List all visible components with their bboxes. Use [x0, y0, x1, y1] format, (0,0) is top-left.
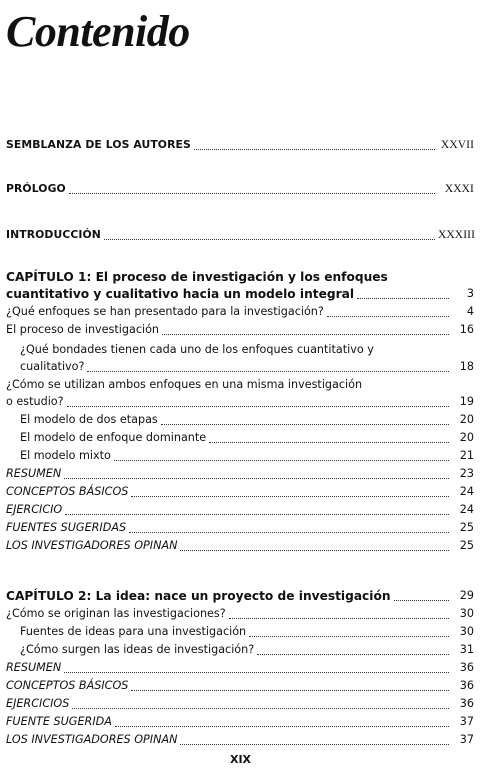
- toc-entry-label: ¿Cómo se originan las investigaciones?: [6, 607, 226, 620]
- leader-dots: [249, 636, 449, 637]
- toc-entry-page: 25: [459, 539, 474, 552]
- toc-entry[interactable]: [20, 358, 474, 376]
- toc-entry-page: 30: [459, 607, 474, 620]
- toc-entry-page: 18: [459, 360, 474, 373]
- leader-dots: [65, 514, 449, 515]
- leader-dots: [104, 239, 435, 240]
- toc-entry-label: RESUMEN: [6, 661, 62, 674]
- page-title: Contenido: [6, 7, 190, 56]
- toc-entry-label: LOS INVESTIGADORES OPINAN: [6, 733, 178, 746]
- toc-entry-page: 21: [459, 449, 474, 462]
- toc-entry-page: 31: [459, 643, 474, 656]
- toc-entry-label-line1[interactable]: ¿Cómo se utilizan ambos enfoques en una misma investigación: [6, 378, 363, 391]
- chapter-page: 3: [466, 287, 474, 300]
- toc-entry-page: XXXIII: [438, 229, 476, 241]
- toc-entry-label: INTRODUCCIÓN: [6, 228, 101, 241]
- toc-entry-label: Fuentes de ideas para una investigación: [20, 625, 247, 638]
- leader-dots: [394, 600, 450, 601]
- leader-dots: [114, 460, 449, 461]
- toc-entry-page: 24: [459, 503, 474, 516]
- leader-dots: [115, 726, 449, 727]
- toc-entry-page: 24: [459, 485, 474, 498]
- chapter-1-heading[interactable]: CAPÍTULO 1: El proceso de investigación y los enfoques: [6, 270, 388, 284]
- chapter-title: cuantitativo y cualitativo hacia un modelo integral: [6, 287, 355, 301]
- chapter-title: CAPÍTULO 2: La idea: nace un proyecto de investigación: [6, 589, 391, 603]
- toc-entry[interactable]: [6, 483, 474, 501]
- leader-dots: [180, 550, 449, 551]
- toc-entry-label: LOS INVESTIGADORES OPINAN: [6, 539, 178, 552]
- toc-entry-front[interactable]: [6, 136, 474, 154]
- chapter-1-heading-line2[interactable]: [6, 285, 474, 303]
- toc-entry[interactable]: [6, 519, 474, 537]
- toc-entry-label-line1[interactable]: ¿Qué bondades tienen cada uno de los enfoques cuantitativo y: [20, 343, 374, 356]
- toc-entry-page: 20: [459, 431, 474, 444]
- leader-dots: [64, 672, 449, 673]
- toc-entry-page: 4: [466, 305, 474, 318]
- toc-entry-label: cualitativo?: [20, 360, 85, 373]
- leader-dots: [129, 532, 449, 533]
- toc-entry-label: CONCEPTOS BÁSICOS: [6, 485, 129, 498]
- toc-entry[interactable]: [6, 321, 474, 339]
- toc-entry-page: 30: [459, 625, 474, 638]
- toc-entry-page: 36: [459, 697, 474, 710]
- toc-entry[interactable]: [20, 447, 474, 465]
- toc-entry-page: 25: [459, 521, 474, 534]
- toc-entry-page: 36: [459, 679, 474, 692]
- toc-entry[interactable]: [6, 713, 474, 731]
- toc-entry-label: FUENTE SUGERIDA: [6, 715, 112, 728]
- leader-dots: [69, 193, 435, 194]
- leader-dots: [327, 316, 449, 317]
- toc-entry[interactable]: [6, 605, 474, 623]
- leader-dots: [229, 618, 449, 619]
- leader-dots: [67, 406, 449, 407]
- leader-dots: [357, 298, 449, 299]
- leader-dots: [180, 744, 449, 745]
- toc-entry-label: o estudio?: [6, 395, 64, 408]
- leader-dots: [257, 654, 449, 655]
- toc-entry-label: El modelo de dos etapas: [20, 413, 158, 426]
- toc-entry[interactable]: [6, 731, 474, 749]
- toc-entry-page: 36: [459, 661, 474, 674]
- leader-dots: [131, 690, 449, 691]
- toc-entry[interactable]: [6, 659, 474, 677]
- toc-entry-label: RESUMEN: [6, 467, 62, 480]
- toc-entry-page: 19: [459, 395, 474, 408]
- toc-entry-label: SEMBLANZA DE LOS AUTORES: [6, 138, 191, 151]
- leader-dots: [64, 478, 449, 479]
- toc-entry[interactable]: [20, 429, 474, 447]
- chapter-page: 29: [459, 589, 474, 602]
- toc-entry-page: 20: [459, 413, 474, 426]
- toc-entry-label: ¿Qué enfoques se han presentado para la investigación?: [6, 305, 324, 318]
- leader-dots: [161, 424, 449, 425]
- toc-entry-page: 37: [459, 715, 474, 728]
- toc-entry-label: El modelo de enfoque dominante: [20, 431, 207, 444]
- toc-entry[interactable]: [6, 537, 474, 555]
- toc-entry-page: XXXI: [444, 183, 474, 195]
- toc-entry-front[interactable]: [6, 226, 474, 244]
- leader-dots: [131, 496, 449, 497]
- toc-entry[interactable]: [20, 641, 474, 659]
- leader-dots: [87, 371, 449, 372]
- toc-entry-page: 23: [459, 467, 474, 480]
- toc-entry-label: FUENTES SUGERIDAS: [6, 521, 127, 534]
- toc-entry[interactable]: [6, 501, 474, 519]
- toc-entry-page: XXVII: [440, 139, 474, 151]
- chapter-2-heading[interactable]: [6, 587, 474, 605]
- toc-entry-label: CONCEPTOS BÁSICOS: [6, 679, 129, 692]
- toc-entry[interactable]: [6, 303, 474, 321]
- toc-entry-label: PRÓLOGO: [6, 182, 66, 195]
- leader-dots: [194, 149, 435, 150]
- toc-entry-label: El proceso de investigación: [6, 323, 160, 336]
- toc-entry-front[interactable]: [6, 180, 474, 198]
- toc-entry[interactable]: [6, 393, 474, 411]
- toc-entry[interactable]: [6, 465, 474, 483]
- leader-dots: [209, 442, 449, 443]
- toc-entry-label: EJERCICIO: [6, 503, 63, 516]
- leader-dots: [72, 708, 449, 709]
- leader-dots: [162, 334, 449, 335]
- toc-entry[interactable]: [6, 677, 474, 695]
- toc-entry[interactable]: [20, 623, 474, 641]
- page-number: XIX: [229, 753, 252, 766]
- toc-entry-label: ¿Cómo surgen las ideas de investigación?: [20, 643, 255, 656]
- toc-entry-label: El modelo mixto: [20, 449, 111, 462]
- toc-entry[interactable]: [20, 411, 474, 429]
- toc-entry-label: EJERCICIOS: [6, 697, 70, 710]
- toc-entry[interactable]: [6, 695, 474, 713]
- toc-entry-page: 37: [459, 733, 474, 746]
- toc-entry-page: 16: [459, 323, 474, 336]
